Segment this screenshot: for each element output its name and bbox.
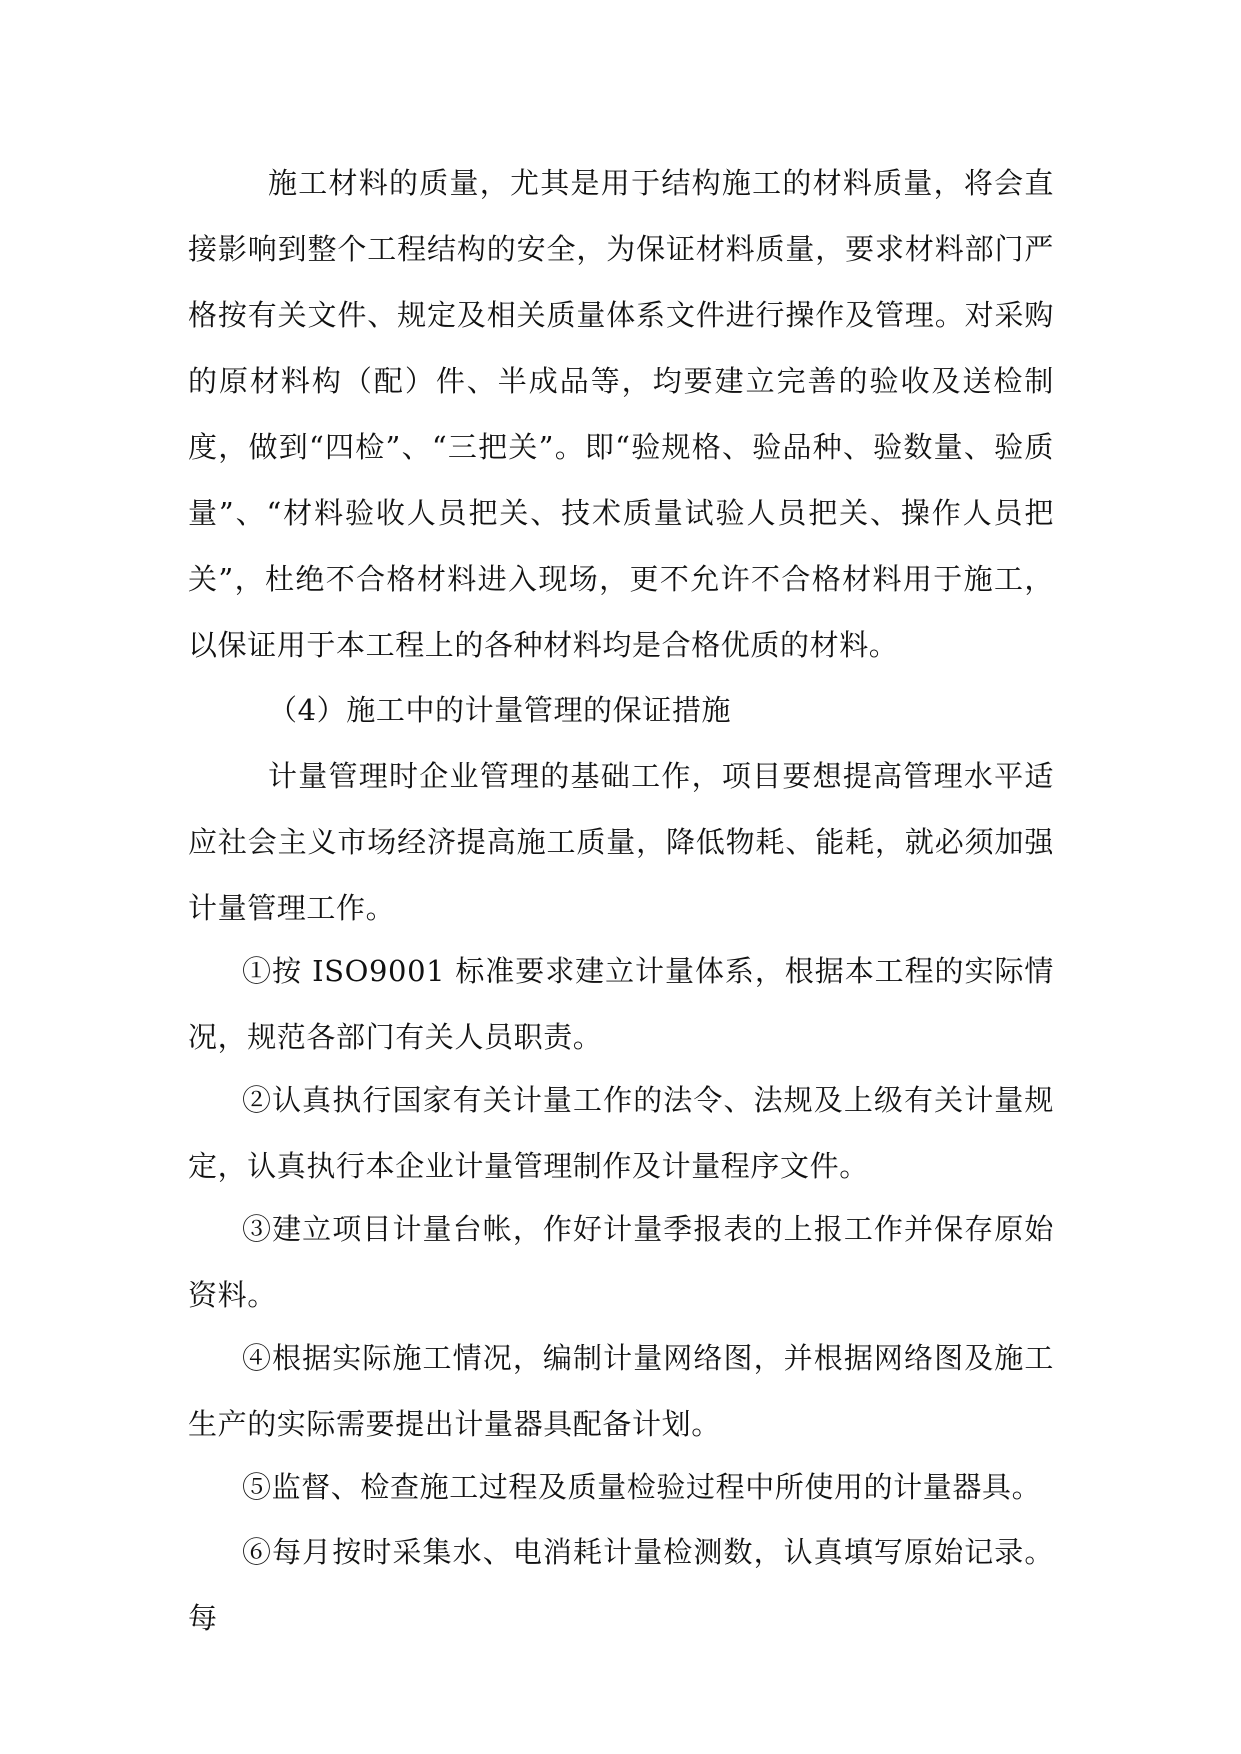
paragraph-materials-quality: 施工材料的质量，尤其是用于结构施工的材料质量，将会直接影响到整个工程结构的安全，为保证材料质量，要求材料部门严格按有关文件、规定及相关质量体系文件进行操作及管理。对采购的原材料构（配）件、半成品等，均要建立完善的验收及送检制度，做到“四检”、“三把关”。即“验规格、验品种、验数量、验质量”、“材料验收人员把关、技术质量试验人员把关、操作人员把关”，杜绝不合格材料进入现场，更不允许不合格材料用于施工，以保证用于本工程上的各种材料均是合格优质的材料。	[188, 166, 1054, 662]
list-item: ⑥每月按时采集水、电消耗计量检测数，认真填写原始记录。每	[188, 1535, 1054, 1635]
list-item: ①按 ISO9001 标准要求建立计量体系，根据本工程的实际情况，规范各部门有关人员职责。	[188, 954, 1054, 1054]
paragraph-metering-intro: 计量管理时企业管理的基础工作，项目要想提高管理水平适应社会主义市场经济提高施工质量，降低物耗、能耗，就必须加强计量管理工作。	[188, 759, 1054, 925]
list-item: ②认真执行国家有关计量工作的法令、法规及上级有关计量规定，认真执行本企业计量管理制作及计量程序文件。	[188, 1083, 1054, 1183]
list-item: ④根据实际施工情况，编制计量网络图，并根据网络图及施工生产的实际需要提出计量器具配备计划。	[188, 1341, 1054, 1441]
section-heading-metering: （4）施工中的计量管理的保证措施	[268, 693, 732, 727]
list-item: ⑤监督、检查施工过程及质量检验过程中所使用的计量器具。	[242, 1470, 1042, 1504]
list-item: ③建立项目计量台帐，作好计量季报表的上报工作并保存原始资料。	[188, 1212, 1054, 1312]
